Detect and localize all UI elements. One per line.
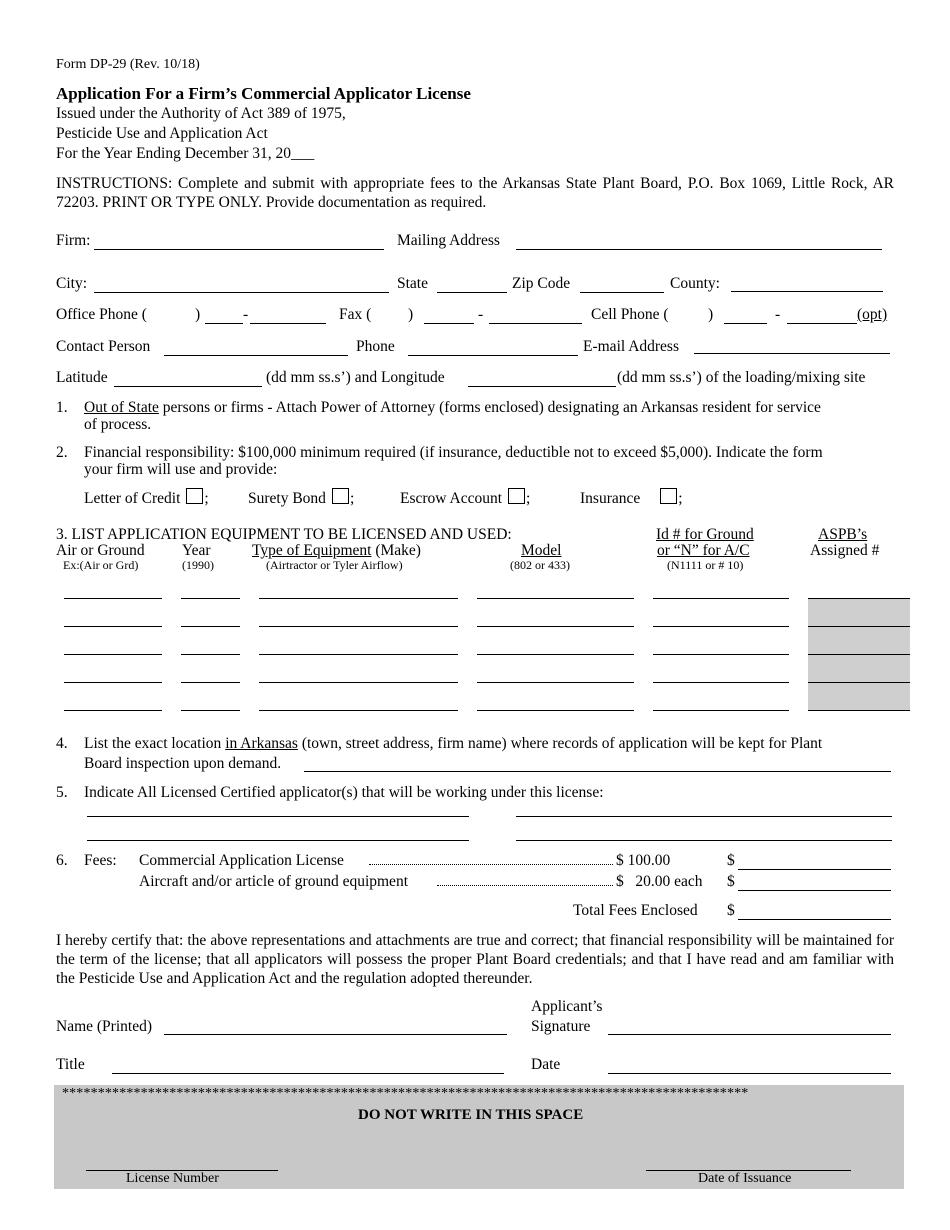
- fee-row-2-field[interactable]: [738, 890, 891, 891]
- row-aspb: [808, 682, 910, 683]
- row-id[interactable]: [653, 710, 789, 711]
- col-aspb-label-top: ASPB’s: [818, 526, 868, 543]
- cell-phone-number[interactable]: [787, 323, 857, 324]
- option-label: Letter of Credit: [84, 490, 181, 507]
- option-letter-of-credit[interactable]: [84, 488, 209, 508]
- latitude-field[interactable]: [114, 386, 262, 387]
- row-type[interactable]: [259, 654, 458, 655]
- county-label: County:: [670, 275, 720, 292]
- item4-pre: List the exact location: [84, 735, 226, 752]
- option-separator: ;: [204, 490, 209, 507]
- row-type[interactable]: [259, 626, 458, 627]
- title-field[interactable]: [112, 1073, 504, 1074]
- option-separator: ;: [526, 490, 531, 507]
- fax-prefix[interactable]: [424, 323, 474, 324]
- row-id[interactable]: [653, 626, 789, 627]
- fee-row-1-amount: $ 100.00: [616, 852, 671, 869]
- fee-row-2-desc: Aircraft and/or article of ground equipment: [139, 873, 408, 890]
- fee-row-1-field[interactable]: [738, 869, 891, 870]
- item4-post: (town, street address, firm name) where records of application will be kept for Plant: [297, 735, 823, 752]
- checkbox[interactable]: [508, 488, 525, 504]
- col-aspb-label: Assigned #: [810, 542, 880, 559]
- phone-label: Phone: [356, 338, 395, 355]
- col-type-underlined: Type of Equipment: [252, 542, 372, 559]
- city-field[interactable]: [94, 292, 389, 293]
- checkbox[interactable]: [186, 488, 203, 504]
- fax-paren: ): [408, 306, 414, 323]
- county-field[interactable]: [731, 291, 883, 292]
- item4-number: 4.: [56, 735, 68, 752]
- item4-cont: Board inspection upon demand.: [84, 755, 282, 772]
- item2-number: 2.: [56, 444, 68, 461]
- title-label: Title: [56, 1056, 85, 1073]
- row-model[interactable]: [477, 626, 634, 627]
- contact-field[interactable]: [164, 355, 348, 356]
- longitude-field[interactable]: [468, 386, 616, 387]
- firm-label: Firm:: [56, 232, 91, 249]
- phone-field[interactable]: [408, 355, 578, 356]
- total-fees-field[interactable]: [738, 919, 891, 920]
- item2-body: Financial responsibility: $100,000 minimum required (if insurance, deductible not to exceed $5,000). Indicate the form: [84, 444, 823, 461]
- row-aspb: [808, 654, 910, 655]
- option-label: Insurance: [580, 490, 641, 507]
- item5-number: 5.: [56, 784, 68, 801]
- row-year[interactable]: [181, 682, 240, 683]
- row-model[interactable]: [477, 710, 634, 711]
- subtitle-line-2: Pesticide Use and Application Act: [56, 125, 268, 142]
- date-field[interactable]: [608, 1073, 891, 1074]
- checkbox[interactable]: [332, 488, 349, 504]
- city-label: City:: [56, 275, 88, 292]
- applicator-field-1[interactable]: [87, 816, 469, 817]
- cell-phone-label: Cell Phone (: [591, 306, 669, 323]
- office-phone-paren: ): [195, 306, 201, 323]
- name-printed-field[interactable]: [164, 1034, 507, 1035]
- cell-phone-paren: ): [708, 306, 714, 323]
- office-phone-prefix[interactable]: [205, 323, 243, 324]
- item1-out-of-state: Out of State: [84, 399, 159, 416]
- item1-cont: of process.: [84, 416, 152, 433]
- latitude-label: Latitude: [56, 369, 108, 386]
- certification-text: I hereby certify that: the above representations and attachments are true and correct; that financial responsibility will be maintained for the term of the license; that all applicators will possess the proper Plant Board credentials; and that I have read and am familiar with the Pesticide Use and Application Act and the regulation adopted thereunder.: [56, 932, 894, 987]
- email-field[interactable]: [694, 353, 890, 354]
- email-label: E-mail Address: [583, 338, 679, 355]
- fee-row-1-dollar: $: [727, 852, 735, 869]
- item6-number: 6.: [56, 852, 68, 869]
- total-fees-label: Total Fees Enclosed: [573, 902, 698, 919]
- col-year-label: Year: [182, 542, 211, 559]
- office-phone-label: Office Phone (: [56, 306, 147, 323]
- zip-field[interactable]: [580, 292, 664, 293]
- row-air-ground[interactable]: [64, 598, 162, 599]
- row-type[interactable]: [259, 598, 458, 599]
- total-fees-dollar: $: [727, 902, 735, 919]
- item1-number: 1.: [56, 399, 68, 416]
- item2-cont: your firm will use and provide:: [84, 461, 278, 478]
- row-model[interactable]: [477, 654, 634, 655]
- fee-row-2-dollar: $: [727, 873, 735, 890]
- office-heading: DO NOT WRITE IN THIS SPACE: [358, 1107, 584, 1123]
- row-air-ground[interactable]: [64, 654, 162, 655]
- option-label: Escrow Account: [400, 490, 503, 507]
- col-id-label-top: Id # for Ground: [656, 526, 754, 543]
- office-phone-dash: -: [243, 306, 249, 323]
- option-label: Surety Bond: [248, 490, 326, 507]
- row-year[interactable]: [181, 710, 240, 711]
- col-air-ground-example: Ex:(Air or Grd): [63, 558, 139, 572]
- row-id[interactable]: [653, 682, 789, 683]
- mailing-label: Mailing Address: [397, 232, 500, 249]
- applicants-label: Applicant’s: [531, 998, 603, 1015]
- firm-field[interactable]: [94, 249, 384, 250]
- item3-heading: 3. LIST APPLICATION EQUIPMENT TO BE LICENSED AND USED:: [56, 526, 512, 543]
- form-id: Form DP-29 (Rev. 10/18): [56, 57, 200, 72]
- office-stars: ************************************************************************************************: [62, 1086, 749, 1101]
- row-year[interactable]: [181, 626, 240, 627]
- col-id-example: (N1111 or # 10): [667, 558, 744, 572]
- option-separator: ;: [349, 490, 355, 507]
- fax-label: Fax (: [339, 306, 372, 323]
- longitude-unit: (dd mm ss.s’) of the loading/mixing site: [617, 369, 866, 386]
- item2-text: [84, 444, 896, 478]
- item4-text: [84, 735, 822, 753]
- latitude-unit: (dd mm ss.s’) and Longitude: [266, 369, 445, 386]
- row-year[interactable]: [181, 598, 240, 599]
- row-type[interactable]: [259, 710, 458, 711]
- office-use-area: [54, 1085, 904, 1189]
- col-type-rest: (Make): [371, 542, 421, 559]
- subtitle-line-3: For the Year Ending December 31, 20___: [56, 145, 315, 162]
- applicator-field-2[interactable]: [516, 816, 892, 817]
- item4-in-arkansas: in Arkansas: [225, 735, 298, 752]
- signature-label: Signature: [531, 1018, 591, 1035]
- col-type-example: (Airtractor or Tyler Airflow): [266, 558, 403, 572]
- date-of-issuance-label: Date of Issuance: [698, 1171, 792, 1186]
- option-insurance[interactable]: [580, 488, 683, 508]
- row-aspb: [808, 598, 910, 599]
- mailing-field[interactable]: [516, 249, 882, 250]
- col-year-example: (1990): [182, 558, 214, 572]
- fees-label: Fees:: [84, 852, 117, 869]
- row-air-ground[interactable]: [64, 710, 162, 711]
- row-aspb: [808, 710, 910, 711]
- name-printed-label: Name (Printed): [56, 1018, 152, 1035]
- row-model[interactable]: [477, 682, 634, 683]
- applicator-field-4[interactable]: [516, 840, 892, 841]
- row-type[interactable]: [259, 682, 458, 683]
- fee-row-2-amount: $ 20.00 each: [616, 873, 703, 890]
- fax-dash: -: [478, 306, 484, 323]
- records-location-field[interactable]: [304, 771, 891, 772]
- fee-row-1-dots: [369, 852, 613, 865]
- option-surety-bond[interactable]: [248, 488, 354, 508]
- license-number-label: License Number: [126, 1171, 219, 1186]
- row-model[interactable]: [477, 598, 634, 599]
- office-phone-number[interactable]: [250, 323, 326, 324]
- row-id[interactable]: [653, 598, 789, 599]
- fax-number[interactable]: [489, 323, 582, 324]
- item5-text: Indicate All Licensed Certified applicator(s) that will be working under this license:: [84, 784, 604, 801]
- option-escrow-account[interactable]: [400, 488, 530, 508]
- item1-text: [84, 399, 894, 433]
- date-label: Date: [531, 1056, 561, 1073]
- cell-phone-prefix[interactable]: [724, 323, 767, 324]
- col-id-label: or “N” for A/C: [657, 542, 750, 559]
- row-aspb: [808, 626, 910, 627]
- contact-label: Contact Person: [56, 338, 151, 355]
- fee-row-1-desc: Commercial Application License: [139, 852, 344, 869]
- col-model-example: (802 or 433): [510, 558, 570, 572]
- form-title: Application For a Firm’s Commercial Applicator License: [56, 84, 471, 103]
- option-separator: ;: [678, 490, 683, 507]
- col-model-label: Model: [521, 542, 562, 559]
- row-air-ground[interactable]: [64, 682, 162, 683]
- state-label: State: [397, 275, 428, 292]
- row-id[interactable]: [653, 654, 789, 655]
- row-year[interactable]: [181, 654, 240, 655]
- subtitle-line-1: Issued under the Authority of Act 389 of 1975,: [56, 105, 346, 122]
- checkbox[interactable]: [660, 488, 677, 504]
- cell-phone-dash: -: [775, 306, 781, 323]
- state-field[interactable]: [437, 292, 507, 293]
- fee-row-2-dots: [437, 873, 613, 886]
- col-air-ground-label: Air or Ground: [56, 542, 145, 559]
- signature-field[interactable]: [608, 1034, 891, 1035]
- cell-phone-opt: (opt): [857, 306, 888, 323]
- row-air-ground[interactable]: [64, 626, 162, 627]
- applicator-field-3[interactable]: [87, 840, 469, 841]
- instructions: INSTRUCTIONS: Complete and submit with appropriate fees to the Arkansas State Plant Board, P.O. Box 1069, Little Rock, AR 72203. PRINT OR TYPE ONLY. Provide documentation as required.: [56, 175, 894, 211]
- zip-label: Zip Code: [512, 275, 571, 292]
- item1-body: persons or firms - Attach Power of Attorney (forms enclosed) designating an Arkansas resident for service: [158, 399, 821, 416]
